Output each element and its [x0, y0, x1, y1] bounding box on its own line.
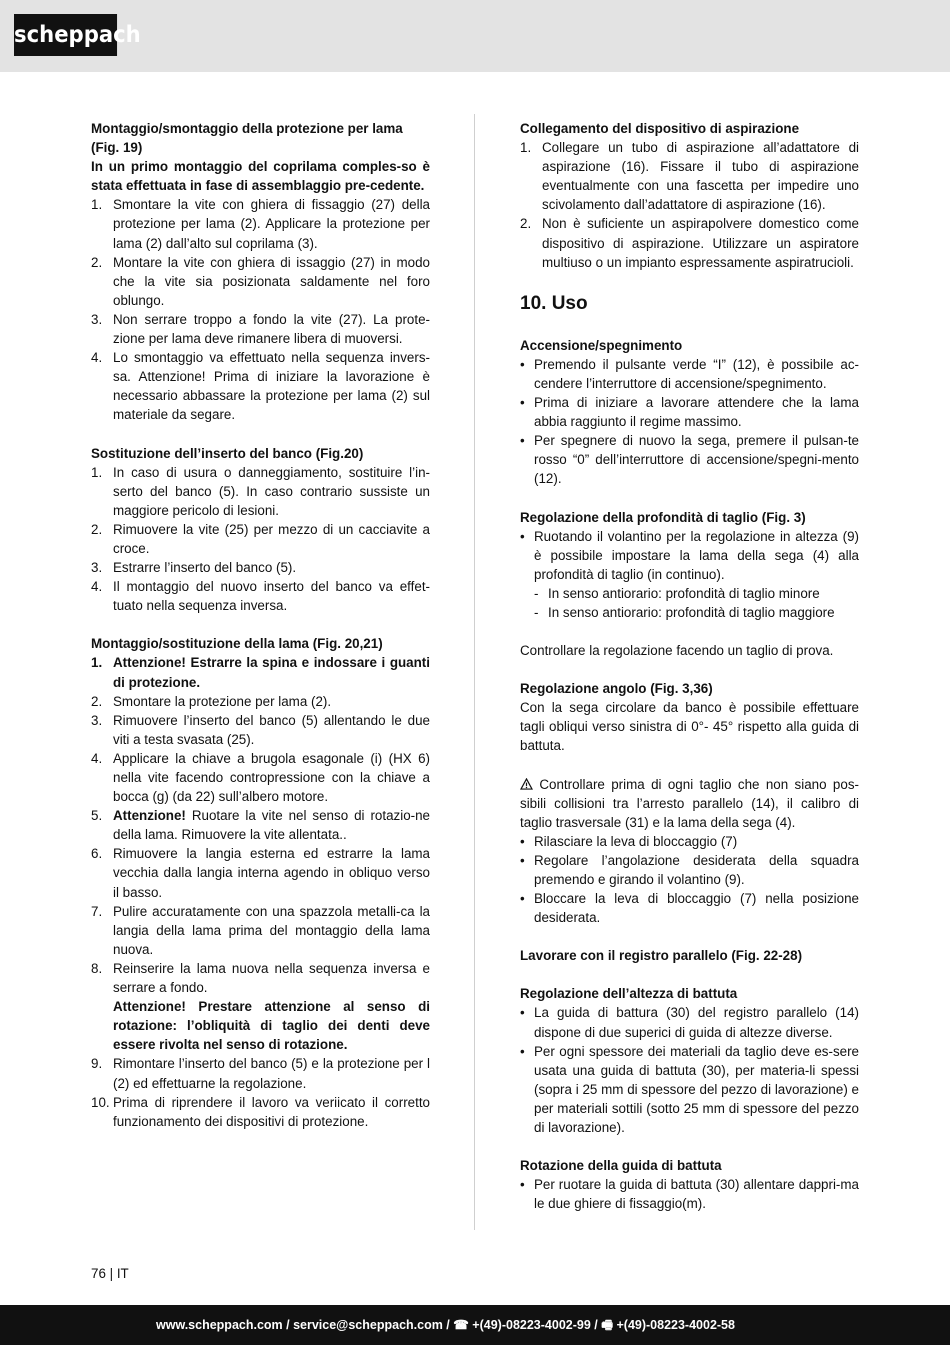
- list-item: 6. Rimuovere la langia esterna ed estrarre la lama vecchia dalla langia interna agendo in obliquo verso il basso.: [91, 846, 430, 900]
- blade-guard-title: Montaggio/smontaggio della protezione per lama: [91, 121, 403, 136]
- warning-icon: [520, 778, 533, 790]
- list-item: • Premendo il pulsante verde “I” (12), è possibile ac-cendere l’interruttore di accensione/spegnimento.: [520, 356, 859, 391]
- fence-height-list: [520, 1003, 859, 1137]
- list-item: 10. Prima di riprendere il lavoro va veriicato il corretto funzionamento dei dispositivi di protezione.: [91, 1094, 430, 1129]
- blade-guard-title-fig: (Fig. 19): [91, 140, 143, 156]
- list-item: 1. Smontare la vite con ghiera di fissaggio (27) della protezione per lama (2). Applicare la protezione per lama (2) dall’alto sul coprilama (3).: [91, 197, 430, 251]
- list-item: 3. Rimuovere l’inserto del banco (5) allentando le due viti a testa svasata (25).: [91, 712, 430, 747]
- test-cut-note: Controllare la regolazione facendo un taglio di prova.: [520, 643, 834, 659]
- list-item: 1. Collegare un tubo di aspirazione all’adattatore di aspirazione (16). Fissare il tubo di aspirazione eventualmente con una fascetta per impedire uno scivolamento dall’adattatore di aspirazione (16).: [520, 140, 859, 213]
- list-item: • Bloccare la leva di bloccaggio (7) nella posizione desiderata.: [520, 891, 859, 926]
- fence-height-title: Regolazione dell’altezza di battuta: [520, 986, 738, 1002]
- table-insert-list: [91, 463, 430, 616]
- sub-item: - In senso antiorario: profondità di taglio minore: [534, 585, 820, 601]
- page-header: [0, 0, 950, 72]
- list-item: 4. Applicare la chiave a brugola esagonale (i) (HX 6) nella vite facendo contropressione con la chiave a bocca (g) (da 22) sull’albero motore.: [91, 750, 430, 805]
- list-item: • Prima di iniziare a lavorare attendere che la lama abbia raggiunto il regime massimo.: [520, 395, 859, 430]
- blade-guard-intro: In un primo montaggio del coprilama comples-so è stata effettuata in fase di assemblaggio pre-cedente.: [91, 159, 430, 194]
- right-column: [520, 119, 859, 1213]
- list-item: 2. Non è suficiente un aspirapolvere domestico come dispositivo di aspirazione. Utilizzare un aspiratore multiuso o un impianto espressamente aspiratrucioli.: [520, 216, 859, 270]
- list-item: 4. Il montaggio del nuovo inserto del banco va effet-tuato nella sequenza inversa.: [91, 579, 430, 614]
- column-divider: [474, 114, 475, 1230]
- table-insert-title: Sostituzione dell’inserto del banco (Fig.20): [91, 445, 364, 461]
- list-item: • La guida di battura (30) del registro parallelo (14) dispone di due superici di guida di altezze diverse.: [520, 1005, 859, 1040]
- cut-depth-list: [520, 527, 859, 622]
- list-item: • Per ogni spessore dei materiali da taglio deve es-sere usata una guida di battuta (30), per materia-li spessi (sopra i 25 mm di spessore del pezzo di lavorazione) e per materiali sottili (sotto 25 mm di spessore del pezzo di lavorazione).: [520, 1043, 859, 1136]
- on-off-list: [520, 355, 859, 489]
- sub-item: - In senso antiorario: profondità di taglio maggiore: [534, 604, 835, 620]
- list-item: 9. Rimontare l’inserto del banco (5) e la protezione per l (2) ed effettuarne la regolazione.: [91, 1056, 430, 1091]
- list-item: 3. Estrarre l’inserto del banco (5).: [91, 560, 297, 576]
- list-item: 8. Reinserire la lama nuova nella sequenza inversa e serrare a fondo. Attenzione! Prestare attenzione al senso di rotazione: l’obliquità di taglio dei denti deve essere rivolta nel senso di rotazione.: [91, 960, 430, 1053]
- angle-text: Con la sega circolare da banco è possibile effettuare tagli obliqui verso sinistra di 0°- 45° rispetto alla guida di battuta.: [520, 700, 859, 754]
- page-number: 76 | IT: [91, 1266, 129, 1281]
- angle-list: [520, 832, 859, 927]
- list-item: 2. Montare la vite con ghiera di issaggio (27) in modo che la vite sia posizionata saldamente nel foro oblungo.: [91, 254, 430, 308]
- section-heading: 10. Uso: [520, 292, 588, 314]
- list-item: 2. Smontare la protezione per lama (2).: [91, 693, 332, 709]
- rip-fence-title: Lavorare con il registro parallelo (Fig. 22-28): [520, 948, 803, 964]
- extraction-list: [520, 138, 859, 272]
- list-item: 2. Rimuovere la vite (25) per mezzo di un cacciavite a croce.: [91, 521, 430, 556]
- angle-warning: Controllare prima di ogni taglio che non siano pos-sibili collisioni tra l’arresto parallelo (14), il calibro di taglio trasversale (31) e la lama della sega (4).: [520, 776, 859, 830]
- list-item: • Per spegnere di nuovo la sega, premere il pulsan-te rosso “0” dell’interruttore di accensione/spegni-mento (12).: [520, 433, 859, 487]
- list-item: 3. Non serrare troppo a fondo la vite (27). La prote-zione per lama deve rimanere libera di muoversi.: [91, 311, 430, 347]
- list-item: 5. Attenzione! Ruotare la vite nel senso di rotazio-ne della lama. Rimuovere la vite allentata..: [91, 808, 430, 843]
- list-item: 1. In caso di usura o danneggiamento, sostituire l’in-serto del banco (5). In caso contrario sussiste un maggiore pericolo di lesioni.: [91, 464, 430, 518]
- page-footer: [0, 1305, 950, 1345]
- angle-title: Regolazione angolo (Fig. 3,36): [520, 681, 713, 697]
- on-off-title: Accensione/spegnimento: [520, 337, 683, 353]
- list-item: • Rilasciare la leva di bloccaggio (7): [520, 833, 738, 849]
- fence-rotation-title: Rotazione della guida di battuta: [520, 1158, 722, 1174]
- list-item: • Per ruotare la guida di battuta (30) allentare dappri-ma le due ghiere di fissaggio(m).: [520, 1177, 859, 1212]
- extraction-title: Collegamento del dispositivo di aspirazione: [520, 121, 800, 136]
- left-column: [91, 119, 430, 1131]
- list-item: 7. Pulire accuratamente con una spazzola metalli-ca la langia della lama prima del montaggio della lama nuova.: [91, 903, 430, 957]
- blade-replace-title: Montaggio/sostituzione della lama (Fig. 20,21): [91, 636, 383, 652]
- rotation-warning: Attenzione! Prestare attenzione al senso di rotazione: l’obliquità di taglio dei denti deve essere rivolta nel senso di rotazione.: [113, 999, 430, 1053]
- blade-replace-list: [91, 653, 430, 1130]
- list-item: • Regolare l’angolazione desiderata della squadra premendo e girando il volantino (9).: [520, 852, 859, 887]
- list-item: 4. Lo smontaggio va effettuato nella sequenza invers-sa. Attenzione! Prima di iniziare la lavorazione è necessario abbassare la protezione per lama (2) sul materiale da segare.: [91, 350, 430, 423]
- brand-logo: scheppach: [14, 14, 117, 56]
- blade-guard-list: [91, 195, 430, 424]
- list-item: • Ruotando il volantino per la regolazione in altezza (9) è possibile impostare la lama della sega (4) alla profondità di taglio (in continuo).: [520, 528, 859, 582]
- list-item: 1. Attenzione! Estrarre la spina e indossare i guanti di protezione.: [91, 655, 430, 690]
- fence-rotation-list: [520, 1175, 859, 1213]
- footer-contact: www.scheppach.com / service@scheppach.com / ☎ +(49)-08223-4002-99 / 🖷 +(49)-08223-4002-58: [156, 1318, 735, 1332]
- cut-depth-title: Regolazione della profondità di taglio (Fig. 3): [520, 509, 806, 525]
